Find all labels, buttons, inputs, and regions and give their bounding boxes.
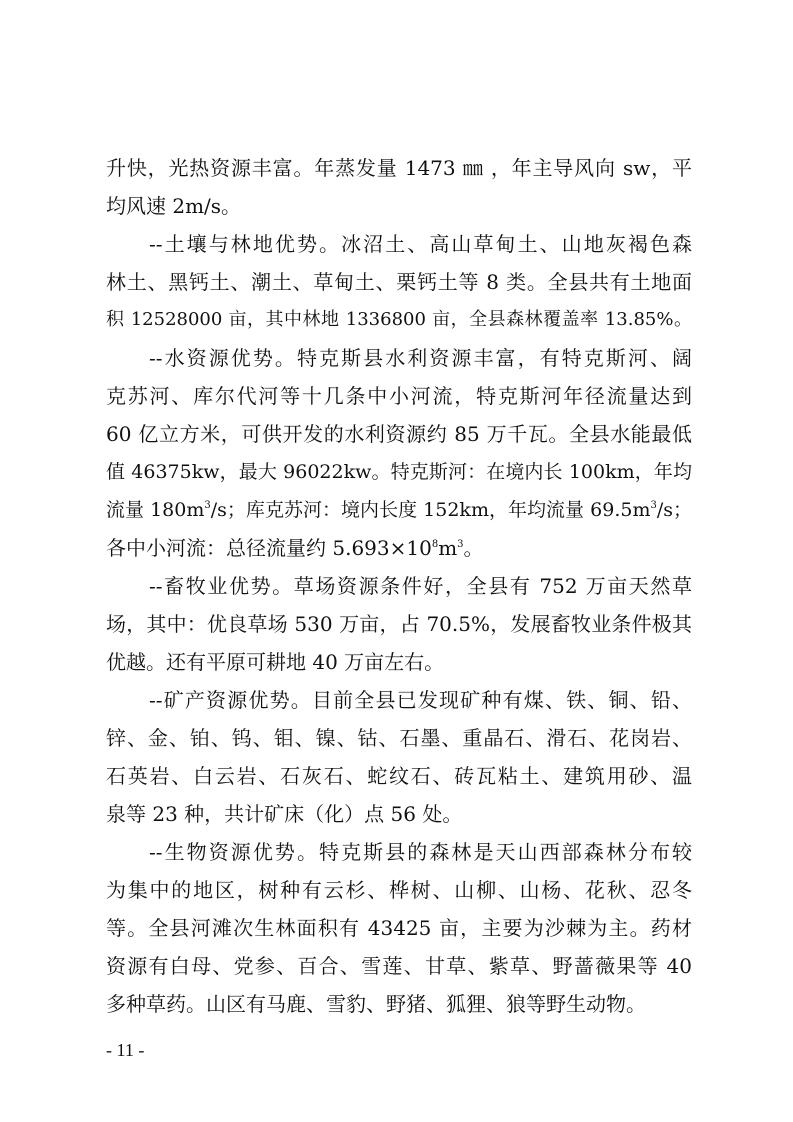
- text-line: 为集中的地区，树种有云杉、桦树、山柳、山杨、花秋、忍冬: [106, 878, 692, 902]
- text-line: 等。全县河滩次生林面积有 43425 亩，主要为沙棘为主。药材: [106, 916, 692, 940]
- text-line: 泉等 23 种，共计矿床（化）点 56 处。: [106, 802, 463, 826]
- text-line: 均风速 2m/s。: [106, 194, 242, 218]
- page-number: - 11 -: [106, 1040, 145, 1060]
- superscript: 3: [457, 539, 464, 550]
- superscript: 3: [650, 500, 657, 511]
- text-line: 资源有白母、党参、百合、雪莲、甘草、紫草、野蔷薇果等 40: [106, 954, 692, 978]
- text-segment: /s；: [656, 499, 692, 521]
- text-segment: 各中小河流：总径流量约 5.693×10: [106, 536, 432, 560]
- text-line: --矿产资源优势。目前全县已发现矿种有煤、铁、铜、铅、: [149, 688, 692, 712]
- text-line: 升快，光热资源丰富。年蒸发量 1473 ㎜ ，年主导风向 sw，平: [106, 156, 692, 180]
- text-line: --水资源优势。特克斯县水利资源丰富，有特克斯河、阔: [149, 346, 692, 370]
- text-line: 锌、金、铂、钨、钼、镍、钴、石墨、重晶石、滑石、花岗岩、: [106, 726, 692, 750]
- superscript: 3: [204, 500, 211, 511]
- text-line: --生物资源优势。特克斯县的森林是天山西部森林分布较: [149, 840, 692, 864]
- text-line: 优越。还有平原可耕地 40 万亩左右。: [106, 650, 445, 674]
- text-segment: /s；库克苏河：境内长度 152km，年均流量 69.5m: [210, 499, 651, 521]
- text-line: 石英岩、白云岩、石灰石、蛇纹石、砖瓦粘土、建筑用砂、温: [106, 764, 692, 788]
- text-line: 多种草药。山区有马鹿、雪豹、野猪、狐狸、狼等野生动物。: [106, 992, 646, 1016]
- text-segment: 。: [463, 536, 484, 560]
- text-segment: m: [438, 536, 458, 560]
- superscript: 8: [431, 539, 439, 550]
- text-line: 林土、黑钙土、潮土、草甸土、栗钙土等 8 类。全县共有土地面: [106, 270, 692, 294]
- text-line: 场，其中：优良草场 530 万亩，占 70.5%，发展畜牧业条件极其: [106, 612, 692, 636]
- text-segment: 流量 180m: [106, 499, 205, 521]
- text-line: 积 12528000 亩，其中林地 1336800 亩，全县森林覆盖率 13.85%。: [106, 309, 692, 330]
- text-line: --畜牧业优势。草场资源条件好，全县有 752 万亩天然草: [149, 574, 692, 598]
- text-line: [106, 532, 692, 564]
- text-line: 值 46375kw，最大 96022kw。特克斯河：在境内长 100km，年均: [106, 461, 692, 483]
- text-line: 60 亿立方米，可供开发的水利资源约 85 万千瓦。全县水能最低: [106, 422, 692, 446]
- text-line: --土壤与林地优势。冰沼土、高山草甸土、山地灰褐色森: [149, 232, 692, 256]
- text-line: 克苏河、库尔代河等十几条中小河流，特克斯河年径流量达到: [106, 384, 692, 408]
- text-line: [106, 494, 692, 526]
